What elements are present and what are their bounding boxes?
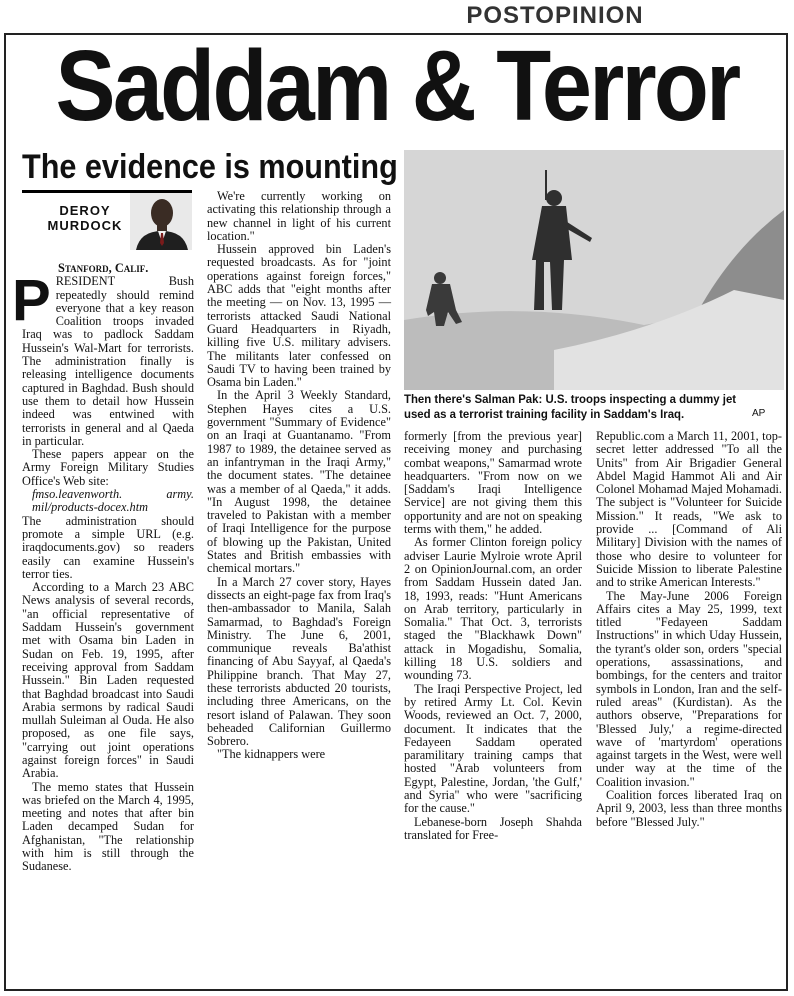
paragraph: In the April 3 Weekly Standard, Stephen Hayes cites a U.S. government "Summary of Evidence" on an Iraqi at Guantanamo. "From 1987 to 1989, the detainee served as an infantryman in the Iraqi Army," the document states. "The detainee was a member of al Qaeda," it adds. "In August 1998, the detainee traveled to Pakistan with a member of Iraqi Intelligence for the purpose of blowing up the Pakistan, United States and British embassies with chemical mortars." (207, 388, 391, 576)
drop-cap: P (12, 268, 51, 334)
author-portrait (130, 193, 192, 250)
headline: Saddam & Terror (55, 30, 739, 142)
column-2 (207, 190, 391, 980)
photo-caption: Then there's Salman Pak: U.S. troops inspecting a dummy jet used as a terrorist training facility in Saddam's Iraq. (404, 392, 737, 421)
paragraph: The May-June 2006 Foreign Affairs cites a May 25, 1999, text titled "Fedayeen Saddam Instructions" in which Uday Hussein, the tyrant's older son, orders "special operations, assassinations, and bombings, for the centers and traitor symbols in London, Iran and the self-ruled areas" (Kurdistan). As the authors observe, "Preparations for 'Blessed July,' a regime-directed wave of 'martyrdom' operations against targets in the West, were well under way at the time of the Coalition invasion." (596, 588, 782, 789)
dateline: Stanford, Calif. (58, 261, 149, 275)
paragraph: According to a March 23 ABC News analysis of several records, "an official representative of Saddam Hussein's government met with Osama bin Laden in Sudan on Feb. 19, 1995, after receiving approval from Saddam Hussein." Bin Laden requested that Baghdad broadcast into Saudi Arabia sermons by radical Saudi mullah Suleiman al Ouda. He also proposed, as one file says, "carrying out joint operations against foreign forces" in Saudi Arabia. (22, 580, 194, 781)
paragraph: In a March 27 cover story, Hayes dissects an eight-page fax from Iraq's then-ambassador to Manila, Salah Samarmad, to Baghdad's Foreign Ministry. The June 6, 2001, communique reveals Ba'athist financing of Abu Sayyaf, al Qaeda's Philippine branch. That May 27, these terrorists abducted 20 tourists, including three Americans, on the resort island of Palawan. They soon beheaded Californian Guillermo Sobrero. (207, 574, 391, 749)
paragraph: Coalition forces liberated Iraq on April 9, 2003, less than three months before "Blessed July." (596, 788, 782, 829)
paragraph: formerly [from the previous year] receiving money and purchasing combat weapons," Samarmad wrote headquarters. "From now on we [Saddam's Iraqi Intelligence Service] are not giving them this opportunity and are not on speaking terms with them," he added. (404, 429, 582, 537)
paragraph: Hussein approved bin Laden's requested broadcasts. As for "joint operations against foreign forces," ABC adds that "eight months after the meeting — on Nov. 13, 1995 — terrorists attacked Saudi National Guard Headquarters in Riyadh, killing five U.S. military advisers. The militants later confessed on Saudi TV to having been trained by Osama bin Laden." (207, 242, 391, 390)
subhead: The evidence is mounting (22, 148, 398, 186)
paragraph: These papers appear on the Army Foreign Military Studies Office's Web site: (22, 447, 194, 488)
author-name (40, 203, 130, 233)
author-first-name: DEROY (59, 203, 111, 218)
byline (22, 190, 192, 251)
paragraph: The administration should promote a simple URL (e.g. iraqdocuments.gov) so readers easily can examine Hussein's terror ties. (22, 513, 194, 581)
author-last-name: MURDOCK (47, 218, 123, 233)
paragraph-text: RESIDENT Bush repeatedly should remind everyone that a key reason Coalition troops invaded Iraq was to padlock Saddam Hussein's Wal-Mart for terrorists. The administration finally is releasing intelligence documents captured in Baghdad. Bush should use them to detail how Hussein indeed was entwined with terrorists in general and al Qaeda in particular. (22, 274, 194, 448)
column-1 (12, 261, 194, 972)
photo-troops-dummy-jet (404, 150, 784, 390)
paragraph: Republic.com a March 11, 2001, top-secret letter addressed "To all the Units" from Air Brigadier General Abdel Magid Hammot Ali and Air Colonel Mohamad Majed Mohamadi. The subject is "Volunteer for Suicide Mission." It reads, "We ask to provide ... [Command of Ali Military] Division with the names of those who desire to volunteer for Suicide Mission to liberate Palestine and to strike American Interests." (596, 429, 782, 590)
web-address: fmso.leavenworth. army. mil/products-docex.htm (32, 487, 194, 515)
paragraph: The Iraqi Perspective Project, led by retired Army Lt. Col. Kevin Woods, reviewed an Oct. 7, 2000, document. It indicates that the Fedayeen Saddam operated paramilitary training camps that hosted "Arab volunteers from Egypt, Palestine, Jordan, 'the Gulf,' and Syria" who were "sacrificing for the cause." (404, 681, 582, 816)
paragraph: The memo states that Hussein was briefed on the March 4, 1995, meeting and notes that after bin Laden decamped Sudan for Afghanistan, "The relationship with him is still through the Sudanese. (22, 779, 194, 874)
paragraph: We're currently working on activating this relationship through a new channel in light of his current location." (207, 189, 391, 243)
paragraph: Lebanese-born Joseph Shahda translated for Free- (404, 814, 582, 842)
photo-credit: AP (752, 408, 766, 419)
section-label: POSTOPINION (466, 2, 644, 29)
paragraph: "The kidnappers were (217, 747, 326, 762)
paragraph: As former Clinton foreign policy adviser Laurie Mylroie wrote April 2 on OpinionJournal.com, an order from Saddam Hussein dated Jan. 18, 1993, reads: "Hunt Americans on Arab territory, particularly in Somalia." That Oct. 3, terrorists staged the "Blackhawk Down" attack in Mogadishu, Somalia, killing 18 U.S. soldiers and wounding 73. (404, 535, 582, 683)
column-3 (404, 430, 582, 980)
column-4 (596, 430, 782, 980)
